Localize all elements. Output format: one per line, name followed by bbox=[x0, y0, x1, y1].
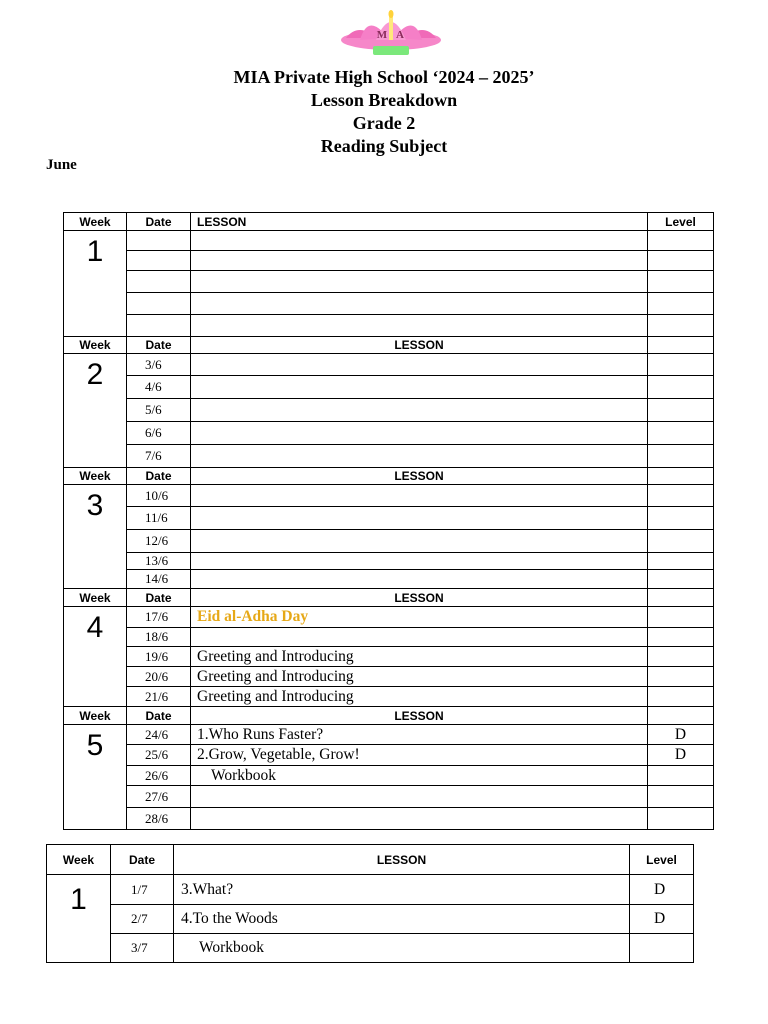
lesson-cell: Greeting and Introducing bbox=[191, 667, 648, 687]
table-row bbox=[64, 399, 714, 422]
week-number: 1 bbox=[47, 875, 111, 963]
lesson-cell bbox=[191, 422, 648, 445]
date-cell: 24/6 bbox=[127, 725, 191, 745]
document-title: Lesson Breakdown bbox=[310, 90, 458, 110]
lesson-cell bbox=[191, 507, 648, 530]
date-cell: 11/6 bbox=[127, 507, 191, 530]
level-cell bbox=[648, 445, 714, 468]
table-row bbox=[64, 251, 714, 271]
date-cell: 7/6 bbox=[127, 445, 191, 468]
lesson-cell: Workbook bbox=[174, 934, 630, 963]
date-column-header: Date bbox=[127, 707, 191, 725]
date-cell: 26/6 bbox=[127, 766, 191, 786]
level-cell: D bbox=[630, 905, 694, 934]
table-row bbox=[64, 315, 714, 337]
table-row bbox=[64, 607, 714, 628]
level-cell bbox=[648, 507, 714, 530]
table-row bbox=[64, 766, 714, 786]
week-column-header: Week bbox=[47, 845, 111, 875]
level-cell: D bbox=[630, 875, 694, 905]
lesson-cell bbox=[191, 271, 648, 293]
date-cell: 17/6 bbox=[127, 607, 191, 628]
table-row bbox=[64, 725, 714, 745]
date-cell bbox=[127, 315, 191, 337]
lesson-cell bbox=[191, 376, 648, 399]
week-number: 3 bbox=[64, 485, 127, 589]
date-cell bbox=[127, 251, 191, 271]
week-column-header: Week bbox=[64, 337, 127, 354]
table-row bbox=[64, 231, 714, 251]
table-row bbox=[64, 553, 714, 570]
level-cell bbox=[648, 687, 714, 707]
lesson-cell bbox=[191, 315, 648, 337]
holiday-lesson-cell: Eid al-Adha Day bbox=[191, 607, 648, 628]
school-name: MIA Private High School ‘2024 – 2025’ bbox=[233, 67, 535, 87]
date-cell bbox=[127, 293, 191, 315]
lesson-cell: 1.Who Runs Faster? bbox=[191, 725, 648, 745]
table-row bbox=[64, 667, 714, 687]
level-column-header bbox=[648, 589, 714, 607]
level-cell bbox=[630, 934, 694, 963]
lesson-column-header: LESSON bbox=[191, 213, 648, 231]
table-header-row bbox=[64, 213, 714, 231]
level-cell bbox=[648, 271, 714, 293]
lesson-column-header: LESSON bbox=[191, 337, 648, 354]
table-row bbox=[47, 905, 694, 934]
date-cell: 1/7 bbox=[111, 875, 174, 905]
date-column-header: Date bbox=[127, 213, 191, 231]
level-cell bbox=[648, 422, 714, 445]
lesson-cell bbox=[191, 231, 648, 251]
level-cell bbox=[648, 628, 714, 647]
lesson-cell bbox=[191, 808, 648, 830]
level-cell bbox=[648, 376, 714, 399]
lesson-cell bbox=[191, 553, 648, 570]
table-row bbox=[64, 647, 714, 667]
lesson-column-header: LESSON bbox=[191, 589, 648, 607]
date-cell bbox=[127, 271, 191, 293]
date-cell: 20/6 bbox=[127, 667, 191, 687]
school-logo bbox=[338, 8, 444, 66]
date-cell: 4/6 bbox=[127, 376, 191, 399]
logo-letter-m: M bbox=[376, 29, 388, 41]
table-header-row bbox=[64, 707, 714, 725]
level-cell bbox=[648, 485, 714, 507]
date-cell bbox=[127, 231, 191, 251]
lesson-cell bbox=[191, 354, 648, 376]
level-column-header bbox=[648, 468, 714, 485]
level-cell bbox=[648, 251, 714, 271]
level-cell bbox=[648, 647, 714, 667]
date-cell: 27/6 bbox=[127, 786, 191, 808]
level-cell bbox=[648, 231, 714, 251]
date-cell: 13/6 bbox=[127, 553, 191, 570]
lesson-cell bbox=[191, 570, 648, 589]
week-number: 5 bbox=[64, 725, 127, 830]
lesson-cell: 3.What? bbox=[174, 875, 630, 905]
level-cell bbox=[648, 530, 714, 553]
table-header-row bbox=[64, 589, 714, 607]
table-header-row bbox=[47, 845, 694, 875]
table-row bbox=[64, 570, 714, 589]
lesson-cell bbox=[191, 628, 648, 647]
lesson-cell: Greeting and Introducing bbox=[191, 687, 648, 707]
date-column-header: Date bbox=[111, 845, 174, 875]
week-column-header: Week bbox=[64, 213, 127, 231]
subject-label: Reading Subject bbox=[320, 136, 448, 156]
lesson-column-header: LESSON bbox=[174, 845, 630, 875]
level-cell bbox=[648, 354, 714, 376]
june-lesson-table bbox=[63, 212, 714, 830]
level-cell bbox=[648, 766, 714, 786]
table-row bbox=[64, 485, 714, 507]
date-cell: 21/6 bbox=[127, 687, 191, 707]
date-cell: 28/6 bbox=[127, 808, 191, 830]
date-cell: 2/7 bbox=[111, 905, 174, 934]
level-cell bbox=[648, 607, 714, 628]
date-cell: 25/6 bbox=[127, 745, 191, 766]
level-cell bbox=[648, 808, 714, 830]
table-row bbox=[64, 786, 714, 808]
week-number: 2 bbox=[64, 354, 127, 468]
date-cell: 5/6 bbox=[127, 399, 191, 422]
date-cell: 18/6 bbox=[127, 628, 191, 647]
table-row bbox=[64, 445, 714, 468]
date-column-header: Date bbox=[127, 337, 191, 354]
lesson-column-header: LESSON bbox=[191, 468, 648, 485]
table-row bbox=[64, 507, 714, 530]
table-row bbox=[64, 745, 714, 766]
table-row bbox=[64, 354, 714, 376]
level-cell bbox=[648, 553, 714, 570]
july-lesson-table bbox=[46, 844, 694, 963]
level-cell bbox=[648, 786, 714, 808]
level-cell bbox=[648, 293, 714, 315]
level-cell bbox=[648, 399, 714, 422]
date-cell: 3/7 bbox=[111, 934, 174, 963]
lesson-cell bbox=[191, 530, 648, 553]
lesson-cell bbox=[191, 786, 648, 808]
level-cell bbox=[648, 667, 714, 687]
table-row bbox=[64, 293, 714, 315]
lesson-cell bbox=[191, 293, 648, 315]
level-cell: D bbox=[648, 745, 714, 766]
lesson-cell: 4.To the Woods bbox=[174, 905, 630, 934]
table-row bbox=[64, 808, 714, 830]
level-cell bbox=[648, 315, 714, 337]
date-cell: 14/6 bbox=[127, 570, 191, 589]
table-row bbox=[64, 628, 714, 647]
date-cell: 19/6 bbox=[127, 647, 191, 667]
month-label: June bbox=[46, 157, 77, 173]
lesson-cell bbox=[191, 485, 648, 507]
table-row bbox=[64, 530, 714, 553]
table-row bbox=[64, 376, 714, 399]
level-cell: D bbox=[648, 725, 714, 745]
level-column-header: Level bbox=[630, 845, 694, 875]
week-number: 1 bbox=[64, 231, 127, 337]
date-cell: 10/6 bbox=[127, 485, 191, 507]
lesson-cell: Greeting and Introducing bbox=[191, 647, 648, 667]
date-cell: 6/6 bbox=[127, 422, 191, 445]
logo-letter-a: A bbox=[396, 29, 404, 41]
lesson-column-header: LESSON bbox=[191, 707, 648, 725]
grade-label: Grade 2 bbox=[352, 113, 416, 133]
table-row bbox=[64, 271, 714, 293]
lesson-cell: 2.Grow, Vegetable, Grow! bbox=[191, 745, 648, 766]
table-header-row bbox=[64, 468, 714, 485]
lesson-cell bbox=[191, 399, 648, 422]
table-row bbox=[47, 934, 694, 963]
lesson-cell bbox=[191, 251, 648, 271]
table-header-row bbox=[64, 337, 714, 354]
date-cell: 12/6 bbox=[127, 530, 191, 553]
table-row bbox=[47, 875, 694, 905]
table-row bbox=[64, 422, 714, 445]
lesson-cell: Workbook bbox=[191, 766, 648, 786]
week-number: 4 bbox=[64, 607, 127, 707]
table-row bbox=[64, 687, 714, 707]
week-column-header: Week bbox=[64, 707, 127, 725]
date-column-header: Date bbox=[127, 468, 191, 485]
week-column-header: Week bbox=[64, 468, 127, 485]
level-column-header bbox=[648, 707, 714, 725]
level-cell bbox=[648, 570, 714, 589]
level-column-header: Level bbox=[648, 213, 714, 231]
date-column-header: Date bbox=[127, 589, 191, 607]
date-cell: 3/6 bbox=[127, 354, 191, 376]
week-column-header: Week bbox=[64, 589, 127, 607]
level-column-header bbox=[648, 337, 714, 354]
lesson-cell bbox=[191, 445, 648, 468]
